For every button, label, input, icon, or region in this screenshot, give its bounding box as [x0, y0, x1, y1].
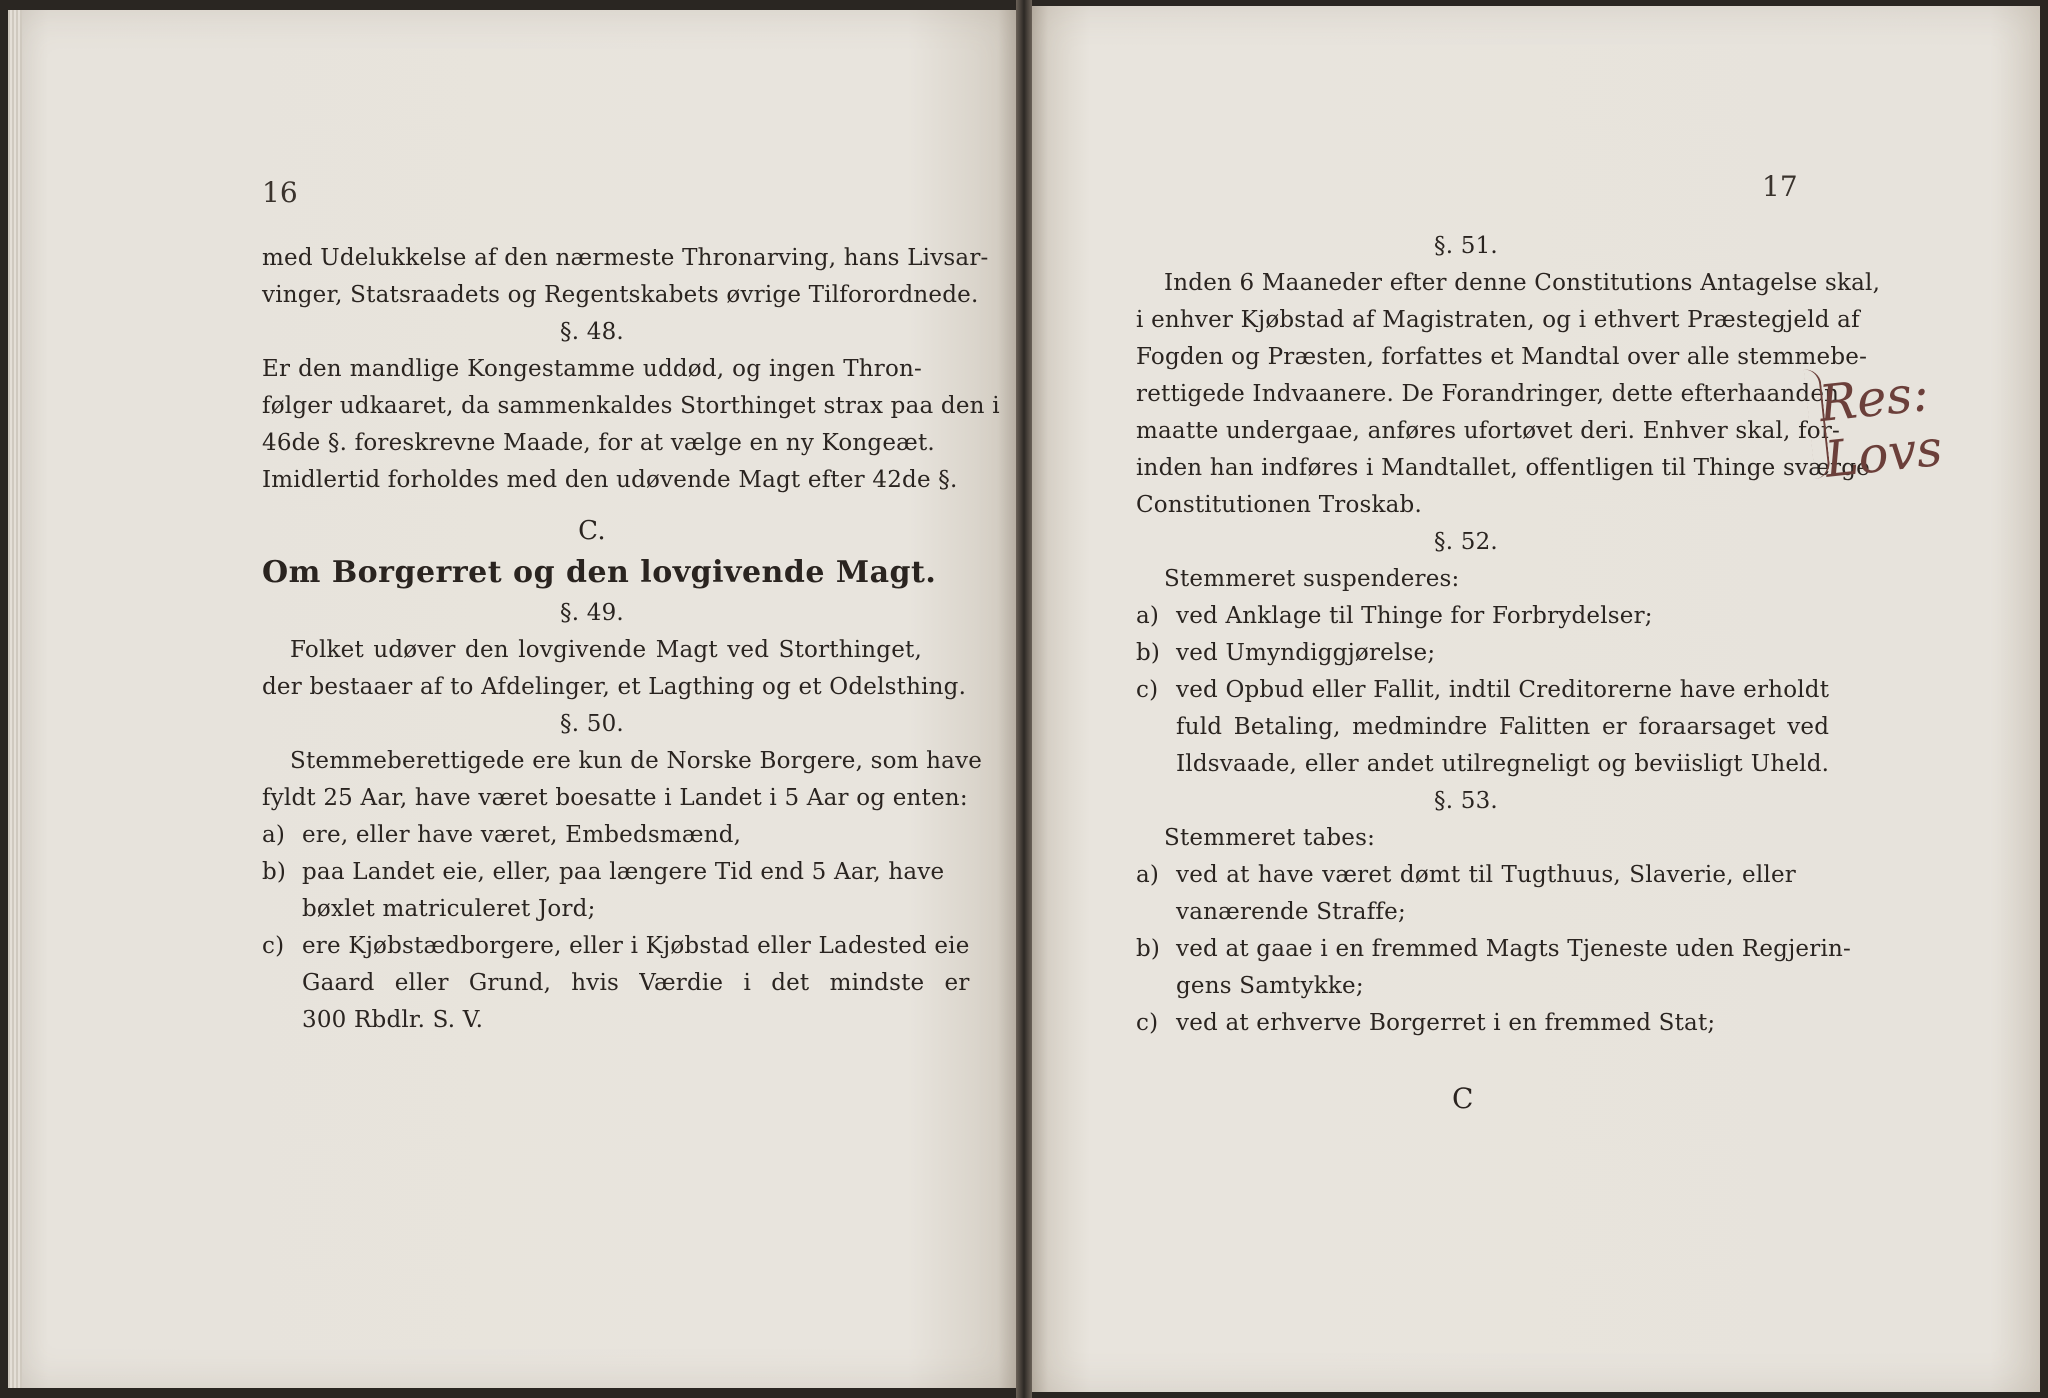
text-line: Stemmeberettigede ere kun de Norske Borgere, som have [290, 748, 983, 774]
text-line: ere, eller have været, Embedsmænd, [302, 822, 742, 848]
text-line: fyldt 25 Aar, have været boesatte i Landet i 5 Aar og enten: [262, 785, 968, 811]
text-line: rettigede Indvaanere. De Forandringer, dette efterhaanden [1136, 381, 1840, 407]
item-label: c) [262, 933, 285, 959]
text-line: Constitutionen Troskab. [1136, 492, 1422, 518]
section-title: Om Borgerret og den lovgivende Magt. [262, 555, 937, 590]
text-line: ved at erhverve Borgerret i en fremmed Stat; [1176, 1010, 1716, 1036]
text-line: der bestaaer af to Afdelinger, et Lagthing og et Odelsthing. [262, 674, 967, 700]
text-line: bøxlet matriculeret Jord; [302, 896, 596, 922]
margin-note-line: Lovs [1822, 418, 1945, 489]
text-line: Stemmeret tabes: [1164, 825, 1376, 851]
text-line: Stemmeret suspenderes: [1164, 566, 1460, 592]
text-line: i enhver Kjøbstad af Magistraten, og i ethvert Præstegjeld af [1136, 307, 1860, 333]
item-label: a) [1136, 862, 1160, 888]
item-label: b) [1136, 936, 1161, 962]
section-49-heading: §. 49. [560, 600, 624, 626]
margin-note-line: Res: [1816, 363, 1932, 434]
text-line: fuld Betaling, medmindre Falitten er foraarsaget ved [1176, 714, 1830, 740]
text-line: ved Umyndiggjørelse; [1176, 640, 1436, 666]
section-53-heading: §. 53. [1434, 788, 1498, 814]
item-label: a) [262, 822, 286, 848]
left-page-edges [8, 10, 22, 1388]
text-line: gens Samtykke; [1176, 973, 1364, 999]
item-label: a) [1136, 603, 1160, 629]
text-line: paa Landet eie, eller, paa længere Tid end 5 Aar, have [302, 859, 945, 885]
text-line: Ildsvaade, eller andet utilregneligt og beviisligt Uheld. [1176, 751, 1830, 777]
list-item [1136, 672, 1830, 783]
text-line: ved at have været dømt til Tugthuus, Slaverie, eller [1176, 862, 1796, 888]
item-label: b) [1136, 640, 1161, 666]
right-page-number: 17 [1762, 170, 1798, 203]
text-line: følger udkaaret, da sammenkaldes Storthinget strax paa den i [262, 393, 1000, 419]
item-label: c) [1136, 677, 1159, 703]
text-line: Gaard eller Grund, hvis Værdie i det mindste er [302, 970, 970, 996]
text-line: maatte undergaae, anføres ufortøvet deri. Enhver skal, for- [1136, 418, 1840, 444]
text-line: ved Opbud eller Fallit, indtil Creditorerne have erholdt [1176, 677, 1830, 703]
list-item [1136, 635, 1796, 672]
text-line: ved at gaae i en fremmed Magts Tjeneste uden Regjerin- [1176, 936, 1851, 962]
list-item [262, 854, 945, 928]
text-line: med Udelukkelse af den nærmeste Thronarving, hans Livsar- [262, 245, 989, 271]
list-item [1136, 598, 1796, 635]
left-page-number: 16 [262, 176, 298, 209]
text-line: vanærende Straffe; [1176, 899, 1406, 925]
text-line: 300 Rbdlr. S. V. [302, 1007, 484, 1033]
text-line: Inden 6 Maaneder efter denne Constitutions Antagelse skal, [1164, 270, 1881, 296]
handwritten-margin-note [1816, 364, 1944, 488]
item-label: b) [262, 859, 287, 885]
left-page-text [262, 240, 1000, 1039]
text-line: Er den mandlige Kongestamme uddød, og ingen Thron- [262, 356, 922, 382]
right-page-text [1136, 228, 1881, 1042]
list-item [1136, 1005, 1796, 1042]
text-line: inden han indføres i Mandtallet, offentligen til Thinge sværge [1136, 455, 1870, 481]
text-line: ved Anklage til Thinge for Forbrydelser; [1176, 603, 1653, 629]
list-item [262, 817, 922, 854]
book-gutter [1016, 0, 1032, 1398]
text-line: Folket udøver den lovgivende Magt ved Storthinget, [290, 637, 922, 663]
section-52-heading: §. 52. [1434, 529, 1498, 555]
item-label: c) [1136, 1010, 1159, 1036]
list-item [1136, 931, 1851, 1005]
section-letter: C. [578, 516, 606, 546]
section-48-heading: §. 48. [560, 319, 624, 345]
text-line: Fogden og Præsten, forfattes et Mandtal over alle stemmebe- [1136, 344, 1868, 370]
section-51-heading: §. 51. [1434, 233, 1498, 259]
section-50-heading: §. 50. [560, 711, 624, 737]
list-item [262, 928, 970, 1039]
text-line: vinger, Statsraadets og Regentskabets øvrige Tilforordnede. [262, 282, 979, 308]
text-line: Imidlertid forholdes med den udøvende Magt efter 42de §. [262, 467, 958, 493]
text-line: ere Kjøbstædborgere, eller i Kjøbstad eller Ladested eie [302, 933, 970, 959]
text-line: 46de §. foreskrevne Maade, for at vælge en ny Kongeæt. [262, 430, 935, 456]
catchword: C [1452, 1082, 1474, 1115]
list-item [1136, 857, 1796, 931]
